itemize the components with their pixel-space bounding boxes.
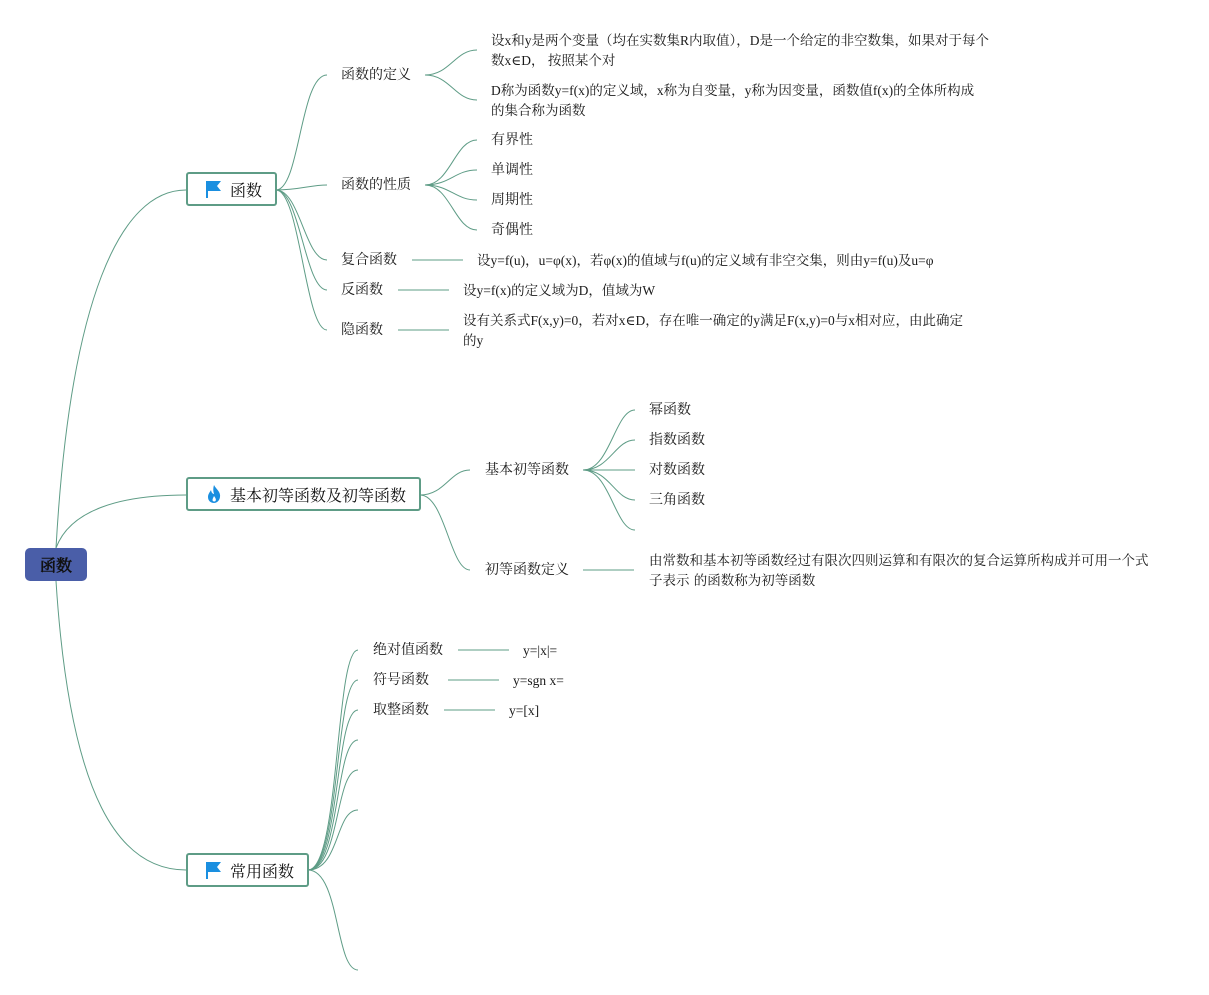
node-absolute[interactable]: 绝对值函数 xyxy=(373,642,443,658)
absolute-formula: y=|x|= xyxy=(523,643,558,658)
node-inverse[interactable]: 反函数 xyxy=(341,282,383,298)
property-parity[interactable]: 奇偶性 xyxy=(491,222,533,238)
floor-formula: y=[x] xyxy=(509,703,540,718)
property-periodic[interactable]: 周期性 xyxy=(491,192,533,208)
branch-common-label: 常用函数 xyxy=(230,861,295,881)
flag-icon xyxy=(204,860,224,880)
branch-elementary-label: 基本初等函数及初等函数 xyxy=(230,485,407,505)
definition-text-2: D称为函数y=f(x)的定义域，x称为自变量，y称为因变量，函数值f(x)的全体所构成的集合称为函数 xyxy=(491,83,975,118)
basic-power[interactable]: 幂函数 xyxy=(649,402,691,418)
node-basic-elementary[interactable]: 基本初等函数 xyxy=(485,462,569,478)
basic-trig[interactable]: 三角函数 xyxy=(649,492,705,508)
branch-elementary[interactable] xyxy=(186,477,421,511)
definition-text-1: 设x和y是两个变量（均在实数集R内取值），D是一个给定的非空数集，如果对于每个数x∈D， 按照某个对 xyxy=(491,33,990,68)
branch-function[interactable] xyxy=(186,172,277,206)
node-sign[interactable]: 符号函数 xyxy=(373,672,429,688)
sign-formula: y=sgn x= xyxy=(513,673,564,688)
elementary-definition-text: 由常数和基本初等函数经过有限次四则运算和有限次的复合运算所构成并可用一个式子表示 的函数称为初等函数 xyxy=(649,553,1149,589)
node-floor[interactable]: 取整函数 xyxy=(373,702,429,718)
node-composite[interactable]: 复合函数 xyxy=(341,252,397,268)
root-label: 函数 xyxy=(39,556,72,575)
root-node[interactable] xyxy=(25,548,87,581)
node-properties[interactable]: 函数的性质 xyxy=(341,177,411,193)
basic-exponential[interactable]: 指数函数 xyxy=(649,432,705,448)
basic-logarithm[interactable]: 对数函数 xyxy=(649,462,705,478)
node-elementary-definition[interactable]: 初等函数定义 xyxy=(485,562,569,578)
property-monotonic[interactable]: 单调性 xyxy=(491,162,533,178)
implicit-text: 设有关系式F(x,y)=0，若对x∈D，存在唯一确定的y满足F(x,y)=0与x相对应，由此确定的y xyxy=(463,313,963,348)
branch-function-label: 函数 xyxy=(230,180,263,200)
property-bounded[interactable]: 有界性 xyxy=(491,132,533,148)
inverse-text: 设y=f(x)的定义域为D，值域为W xyxy=(463,283,656,298)
flag-icon xyxy=(204,179,224,199)
composite-text: 设y=f(u)，u=φ(x)，若φ(x)的值域与f(u)的定义域有非空交集，则由y=f(u)及u=φ xyxy=(477,253,934,268)
node-implicit[interactable]: 隐函数 xyxy=(341,322,383,338)
node-definition[interactable]: 函数的定义 xyxy=(341,67,411,83)
fire-icon xyxy=(204,484,224,504)
branch-common[interactable] xyxy=(186,853,309,887)
